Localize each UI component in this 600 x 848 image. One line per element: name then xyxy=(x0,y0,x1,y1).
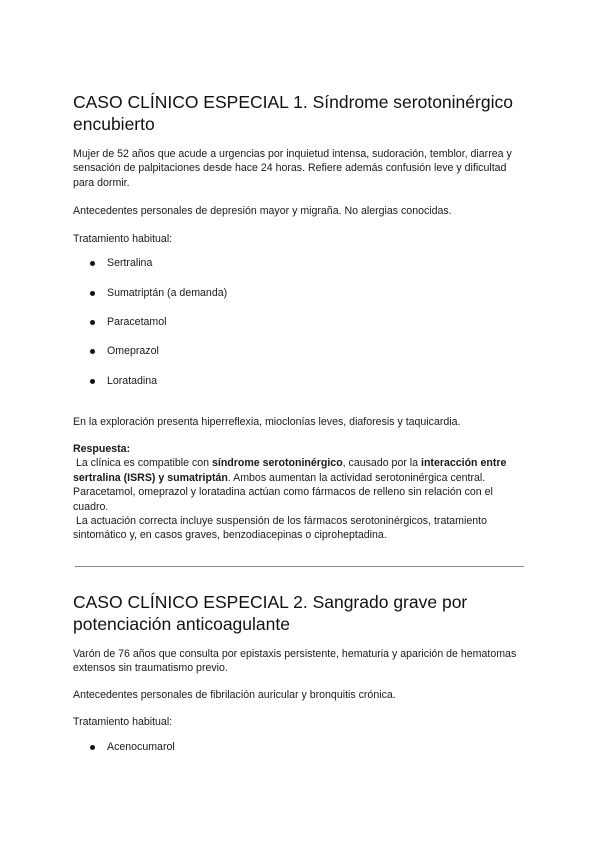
respuesta-bold: interacción entre sertralina (ISRS) y sumatriptán xyxy=(73,457,507,484)
respuesta-heading: Respuesta: xyxy=(73,443,131,455)
bullet-icon xyxy=(90,320,95,325)
case1-title: CASO CLÍNICO ESPECIAL 1. Síndrome serotoninérgico encubierto xyxy=(73,92,513,134)
case1-exploracion: En la exploración presenta hiperreflexia, mioclonías leves, diaforesis y taquicardia. xyxy=(73,416,461,428)
list-item xyxy=(73,315,166,329)
list-item xyxy=(73,256,152,270)
med-name: Loratadina xyxy=(107,375,158,387)
bullet-icon xyxy=(90,349,95,354)
respuesta-text: . Ambos aumentan la actividad serotoninérgica central. Paracetamol, omeprazol y loratadina actúan como fármacos de relleno sin relación con el cuadro. xyxy=(73,471,493,513)
med-name: Omeprazol xyxy=(107,345,159,357)
list-item xyxy=(73,286,227,300)
respuesta-paragraph-2 xyxy=(73,514,528,543)
med-name: Sertralina xyxy=(107,257,153,269)
list-item xyxy=(73,344,159,358)
bullet-icon xyxy=(90,379,95,384)
bullet-icon xyxy=(90,745,95,750)
respuesta-text: La actuación correcta incluye suspensión de los fármacos serotoninérgicos, tratamiento sintomático y, en casos graves, benzodiacepinas o ciproheptadina. xyxy=(73,515,487,542)
bullet-icon xyxy=(90,291,95,296)
respuesta-label xyxy=(73,442,528,456)
med-name: Paracetamol xyxy=(107,316,167,328)
list-item xyxy=(73,374,157,388)
bullet-icon xyxy=(90,261,95,266)
case2-antecedentes: Antecedentes personales de fibrilación auricular y bronquitis crónica. xyxy=(73,689,396,701)
case2-intro: Varón de 76 años que consulta por epistaxis persistente, hematuria y aparición de hematomas extensos sin traumatismo previo. xyxy=(73,648,517,675)
case2-tratamiento-label: Tratamiento habitual: xyxy=(73,716,173,728)
case1-antecedentes: Antecedentes personales de depresión mayor y migraña. No alergias conocidas. xyxy=(73,205,452,217)
respuesta-bold: síndrome serotoninérgico xyxy=(211,457,343,470)
respuesta-text: La clínica es compatible con xyxy=(75,457,212,470)
med-name: Acenocumarol xyxy=(107,741,175,753)
case1-tratamiento-label: Tratamiento habitual: xyxy=(73,233,173,245)
respuesta-text: , causado por la xyxy=(342,457,421,470)
case1-respuesta xyxy=(73,442,528,543)
med-name: Sumatriptán (a demanda) xyxy=(107,287,228,299)
case1-intro: Mujer de 52 años que acude a urgencias por inquietud intensa, sudoración, temblor, diarrea y sensación de palpitaciones desde hace 24 horas. Refiere además confusión leve y dificultad para dormir. xyxy=(73,148,512,189)
case2-med-list xyxy=(73,740,528,754)
case2-title: CASO CLÍNICO ESPECIAL 2. Sangrado grave por potenciación anticoagulante xyxy=(73,592,468,634)
section-divider xyxy=(75,566,524,567)
respuesta-paragraph-1 xyxy=(73,456,528,514)
list-item xyxy=(73,740,528,754)
